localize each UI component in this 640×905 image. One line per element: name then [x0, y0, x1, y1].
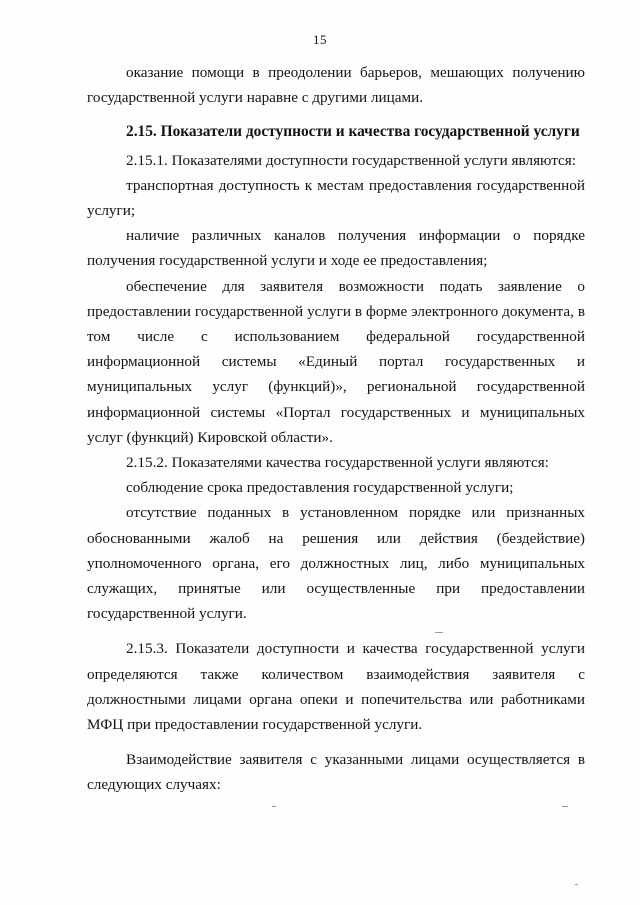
section-heading-2-15: 2.15. Показатели доступности и качества государственной услуги [126, 123, 580, 141]
paragraph-barrier-assistance: оказание помощи в преодолении барьеров, мешающих получению государственной услуги наравне с другими лицами. [87, 64, 585, 107]
scan-speck [562, 806, 568, 807]
scan-speck [272, 806, 276, 807]
paragraph-2-15-3: 2.15.3. Показатели доступности и качества государственной услуги определяются также количеством взаимодействия заявителя с должностными лицами органа опеки и попечительства или работниками МФЦ при предоставлении государственной услуги. [87, 640, 585, 734]
paragraph-no-complaints: отсутствие поданных в установленном порядке или признанных обоснованными жалоб на решения или действия (бездействие) уполномоченного органа, его должностных лиц, либо муниципальных служащих, принятые или осуществленные при предоставлении государственной услуги. [87, 504, 585, 623]
scan-speck [575, 884, 578, 885]
paragraph-information-channels: наличие различных каналов получения информации о порядке получения государственной услуги и ходе ее предоставления; [87, 227, 585, 270]
paragraph-interaction-cases: Взаимодействие заявителя с указанными лицами осуществляется в следующих случаях: [87, 751, 585, 794]
paragraph-deadline-compliance: соблюдение срока предоставления государственной услуги; [126, 479, 514, 497]
page-number: 15 [313, 32, 327, 47]
scan-speck [435, 632, 443, 633]
paragraph-electronic-application: обеспечение для заявителя возможности подать заявление о предоставлении государственной услуги в форме электронного документа, в том числе с использованием федеральной государственной информационной системы «Единый портал государственных и муниципальных услуг (функций)», региональной государственной информационной системы «Портал государственных и муниципальных услуг (функций) Кировской области». [87, 277, 585, 446]
paragraph-transport-accessibility: транспортная доступность к местам предоставления государственной услуги; [87, 176, 585, 220]
paragraph-2-15-1: 2.15.1. Показателями доступности государственной услуги являются: [126, 151, 576, 169]
paragraph-2-15-2: 2.15.2. Показателями качества государственной услуги являются: [126, 454, 549, 472]
document-body [87, 60, 585, 798]
